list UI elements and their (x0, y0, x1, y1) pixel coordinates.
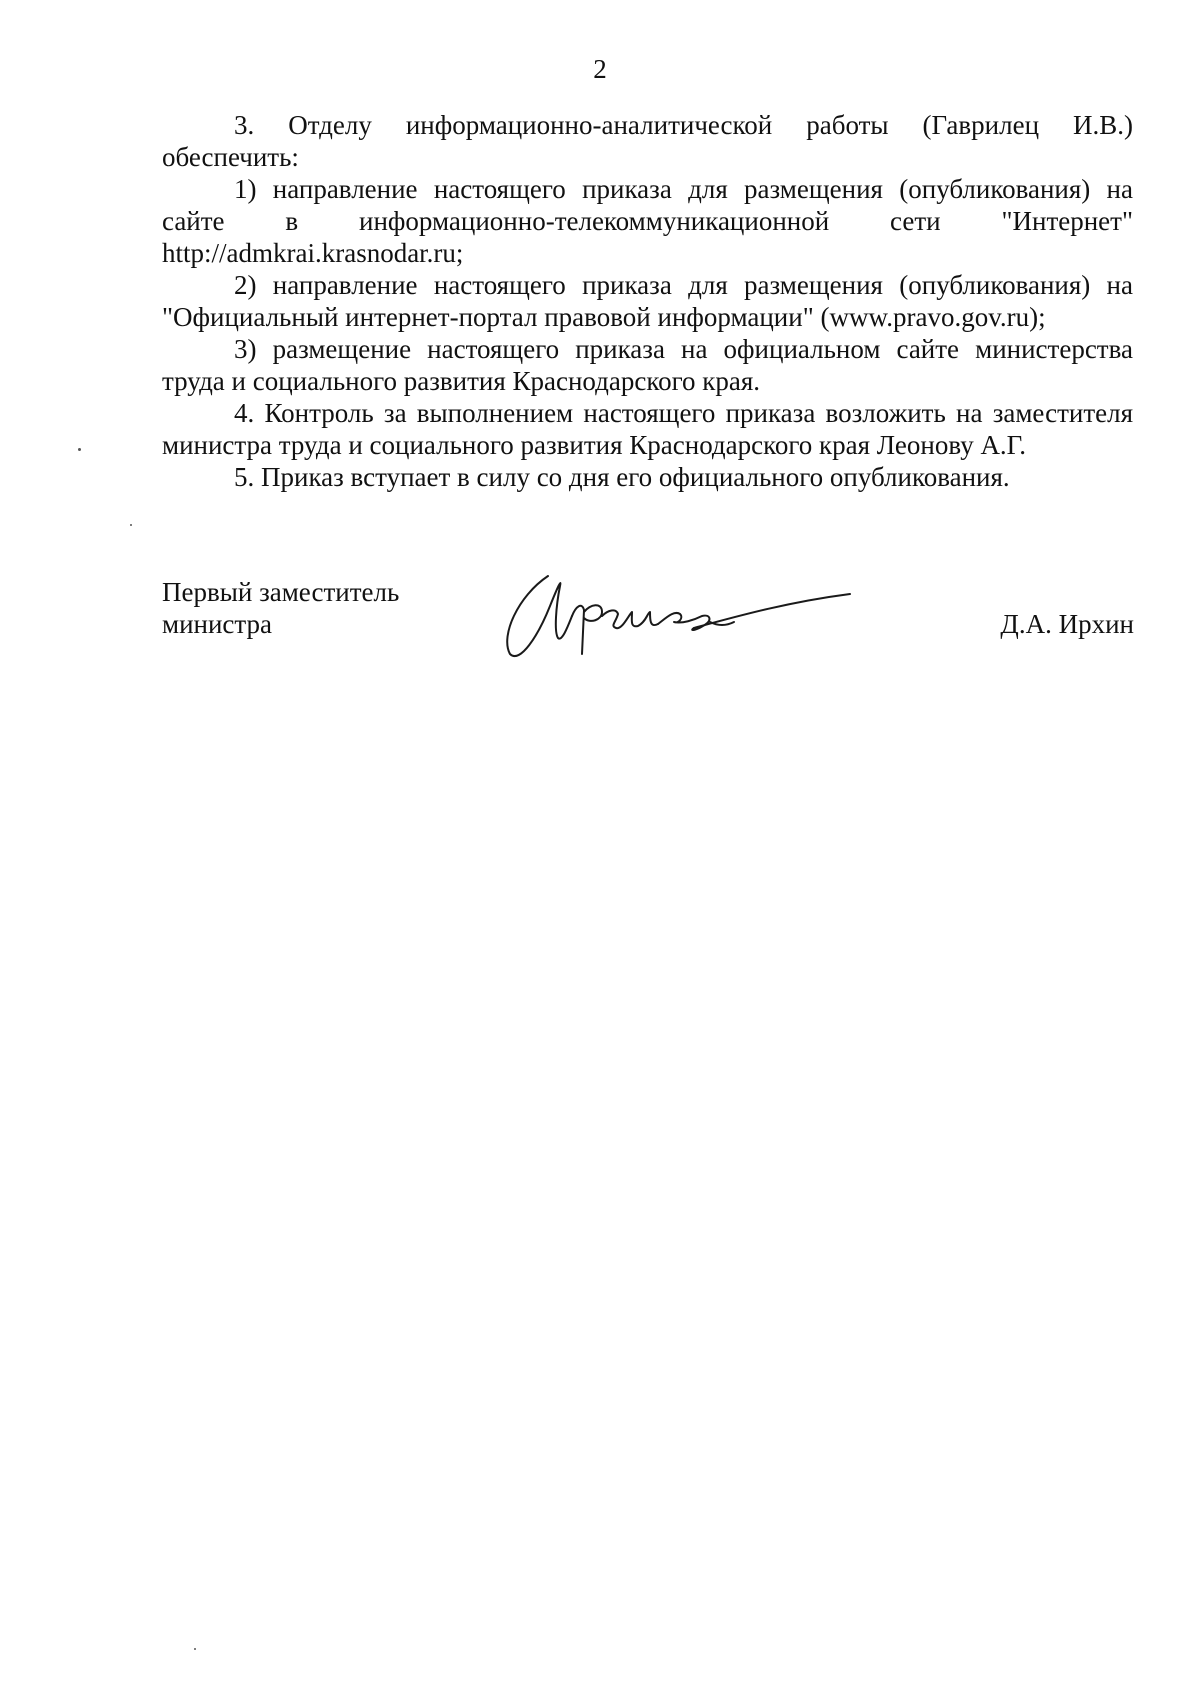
scan-speck (194, 1648, 196, 1650)
position-line-1: Первый заместитель (162, 577, 400, 607)
paragraph-subitem-1: 1) направление настоящего приказа для размещения (опубликования) на сайте в информационно-телекоммуникационной сети "Интернет" http://admkrai.krasnodar.ru; (162, 174, 1133, 268)
scan-speck (78, 448, 81, 451)
signatory-name: Д.А. Ирхин (1000, 609, 1134, 639)
scan-speck (130, 524, 132, 526)
signatory-position (162, 576, 399, 640)
paragraph-item-5: 5. Приказ вступает в силу со дня его официального опубликования. (234, 462, 1010, 492)
handwritten-signature (498, 556, 878, 666)
paragraph-item-3: 3. Отделу информационно-аналитической работы (Гаврилец И.В.) обеспечить: (162, 110, 1133, 172)
paragraph-subitem-3: 3) размещение настоящего приказа на официальном сайте министерства труда и социального развития Краснодарского края. (162, 334, 1133, 396)
order-text (162, 109, 1133, 493)
page-number: 2 (593, 54, 607, 84)
paragraph-subitem-2: 2) направление настоящего приказа для размещения (опубликования) на "Официальный интернет-портал правовой информации" (www.pravo.gov.ru); (162, 270, 1133, 332)
position-line-2: министра (162, 609, 273, 639)
paragraph-item-4: 4. Контроль за выполнением настоящего приказа возложить на заместителя министра труда и социального развития Краснодарского края Леонову А.Г. (162, 398, 1133, 460)
